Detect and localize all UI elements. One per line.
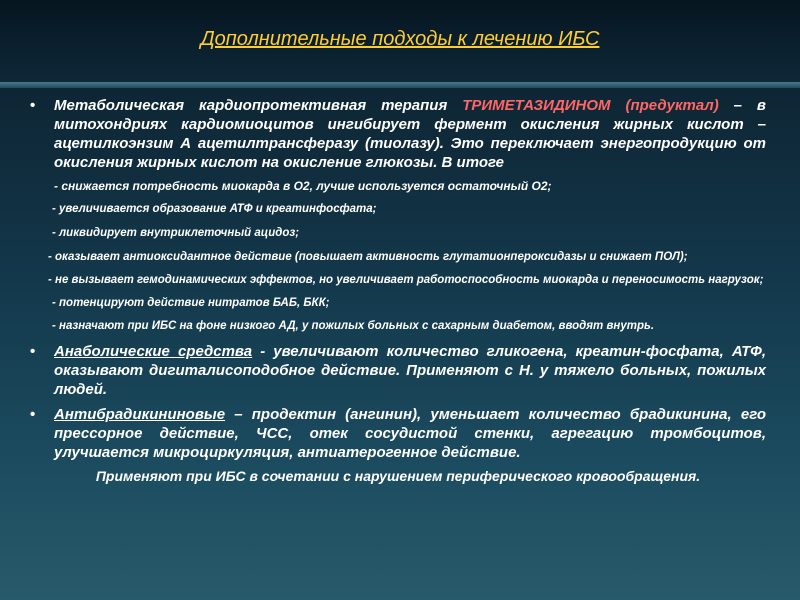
effect-item: - ликвидирует внутриклеточный ацидоз; (52, 227, 300, 239)
slide-content (30, 96, 766, 485)
effect-item: - увеличивается образование АТФ и креатинфосфата; (52, 203, 377, 215)
bullet-anabolic (30, 342, 766, 399)
effect-item: - потенцируют действие нитратов БАБ, БКК; (52, 297, 330, 309)
bullet-antibradykinin (30, 405, 766, 462)
bullet-trimetazidine (30, 96, 766, 172)
effect-item: - снижается потребность миокарда в О2, лучше используется остаточный О2; (54, 179, 552, 193)
effect-item: - оказывает антиоксидантное действие (повышает активность глутатионпероксидазы и снижает ПОЛ); (48, 251, 688, 263)
effect-item: - назначают при ИБС на фоне низкого АД, у пожилых больных с сахарным диабетом, вводят внутрь. (52, 320, 655, 332)
bullet1-drug-name: ТРИМЕТАЗИДИНОМ (предуктал) (462, 97, 719, 114)
bullet3-text: – продектин (ангинин), уменьшает количество брадикинина, его прессорное действие, ЧСС, отек сосудистой стенки, агрегацию тромбоцитов, улучшается микроциркуляция, антиатерогенное действие. (54, 406, 766, 461)
closing-note: Применяют при ИБС в сочетании с нарушением периферического кровообращения. (95, 468, 701, 484)
bullet-marker: • (30, 406, 36, 423)
bullet2-term: Анаболические средства (54, 343, 253, 360)
bullet1-lead: Метаболическая кардиопротективная терапия (54, 97, 463, 114)
title-area (0, 0, 800, 82)
effect-item: - не вызывает гемодинамических эффектов, но увеличивает работоспособность миокарда и переносимость нагрузок; (48, 274, 764, 286)
bullet-marker: • (30, 97, 36, 114)
title-divider (0, 82, 800, 88)
bullet2-text: - увеличивают количество гликогена, креатин-фосфата, АТФ, оказывают дигиталисоподобное действие. Применяют с Н. у тяжело больных, пожилых людей. (54, 343, 766, 398)
bullet1-text: – в митохондриях кардиомиоцитов ингибирует фермент окисления жирных кислот – ацетилкоэнзим А ацетилтрансферазу (тиолазу). Это переключает энергопродукцию от окисления жирных кислот на окисление глюкозы. В итоге (54, 97, 766, 171)
bullet3-term: Антибрадикининовые (54, 406, 226, 423)
bullet-marker: • (30, 343, 36, 360)
slide-title: Дополнительные подходы к лечению ИБС (200, 28, 600, 50)
